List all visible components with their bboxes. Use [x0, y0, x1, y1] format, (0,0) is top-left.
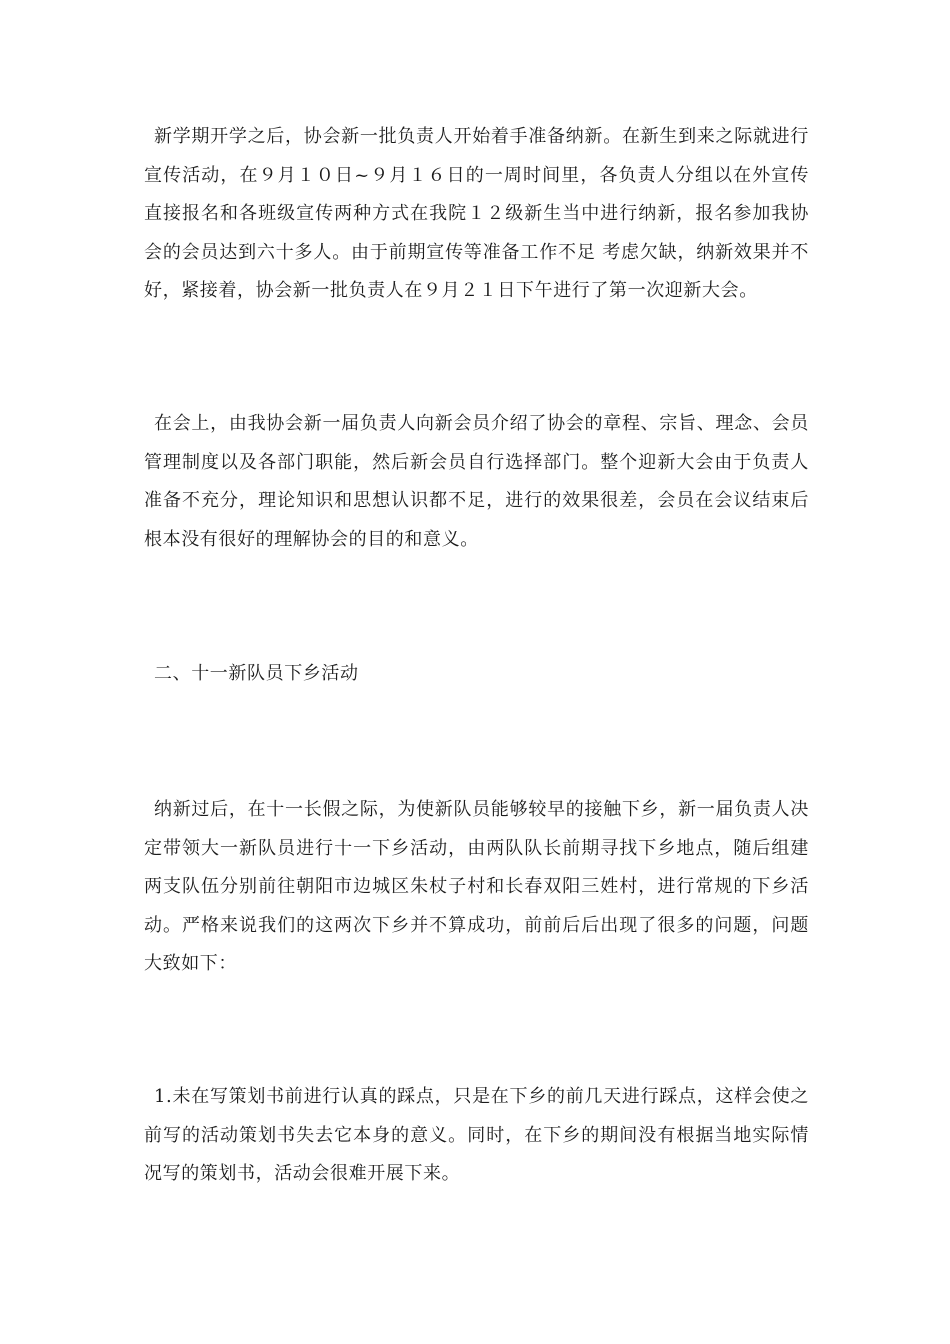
- section-heading-countryside-activity: 二、十一新队员下乡活动: [154, 663, 359, 684]
- paragraph-welcome-meeting: 在会上，由我协会新一届负责人向新会员介绍了协会的章程、宗旨、理念、会员管理制度以及各部门职能，然后新会员自行选择部门。整个迎新大会由于负责人准备不充分，理论知识和思想认识都不足，进行的效果很差，会员在会议结束后根本没有很好的理解协会的目的和意义。: [144, 413, 809, 550]
- paragraph-problem-1: 1.未在写策划书前进行认真的踩点，只是在下乡的前几天进行踩点，这样会使之前写的活动策划书失去它本身的意义。同时，在下乡的期间没有根据当地实际情况写的策划书，活动会很难开展下来。: [144, 1086, 809, 1184]
- paragraph-recruitment: 新学期开学之后，协会新一批负责人开始着手准备纳新。在新生到来之际就进行宣传活动，在９月１０日~９月１６日的一周时间里，各负责人分组以在外宣传直接报名和各班级宣传两种方式在我院１２级新生当中进行纳新，报名参加我协会的会员达到六十多人。由于前期宣传等准备工作不足 考虑欠缺，纳新效果并不好，紧接着，协会新一批负责人在９月２１日下午进行了第一次迎新大会。: [144, 126, 809, 301]
- paragraph-countryside-activity: 纳新过后，在十一长假之际，为使新队员能够较早的接触下乡，新一届负责人决定带领大一新队员进行十一下乡活动，由两队队长前期寻找下乡地点，随后组建两支队伍分别前往朝阳市边城区朱杖子村和长春双阳三姓村，进行常规的下乡活动。严格来说我们的这两次下乡并不算成功，前前后后出现了很多的问题，问题大致如下：: [144, 799, 809, 974]
